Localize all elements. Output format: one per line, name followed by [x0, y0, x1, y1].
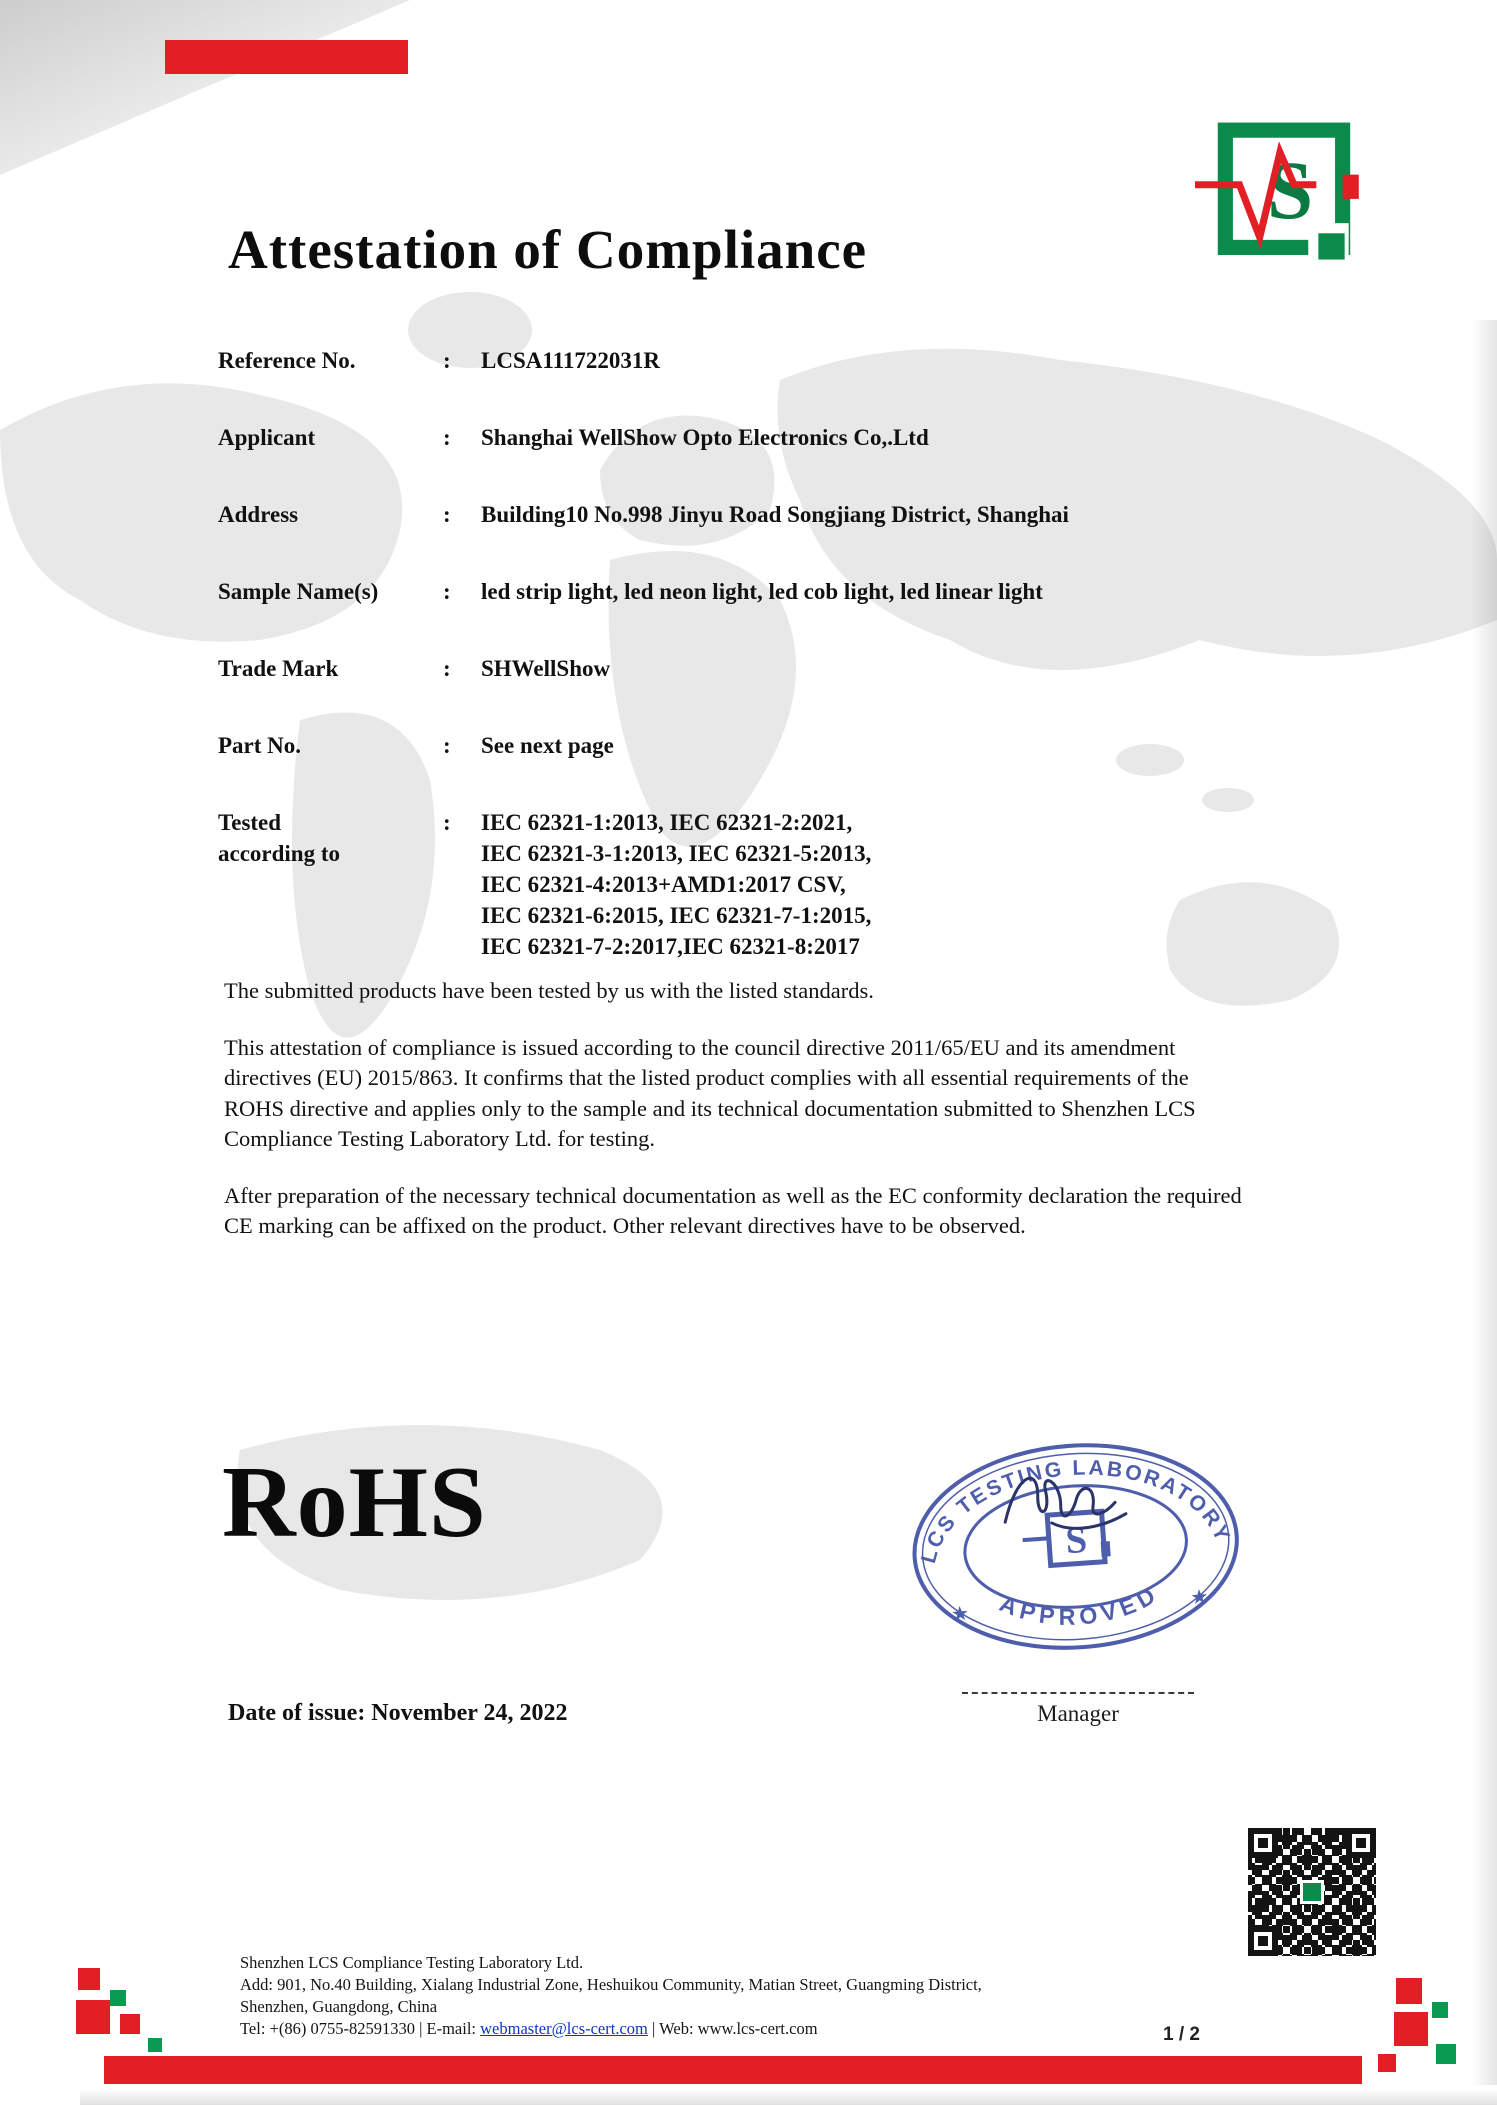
- footer: [240, 1952, 1170, 2040]
- stamp-center-letter: S: [1064, 1518, 1089, 1563]
- corner-square: [148, 2038, 162, 2052]
- tested-standard-line: IEC 62321-7-2:2017,IEC 62321-8:2017: [481, 934, 860, 959]
- signature-block: [962, 1692, 1194, 1727]
- field-value: Building10 No.998 Jinyu Road Songjiang District, Shanghai: [481, 502, 1069, 527]
- statement-paragraph-1: The submitted products have been tested by us with the listed standards.: [224, 978, 874, 1003]
- field-row-sample-names: [218, 576, 1288, 607]
- field-row-reference-no: [218, 345, 1288, 376]
- stamp-arc-top-text: LCS TESTING LABORATORY: [916, 1456, 1235, 1566]
- corner-square: [110, 1990, 126, 2006]
- field-value: led strip light, led neon light, led cob light, led linear light: [481, 579, 1043, 604]
- field-value: Shanghai WellShow Opto Electronics Co,.Ltd: [481, 425, 929, 450]
- approval-stamp: [894, 1408, 1258, 1680]
- field-value: [481, 807, 1288, 962]
- field-value: SHWellShow: [481, 656, 611, 681]
- footer-contact-prefix: Tel: +(86) 0755-82591330 | E-mail:: [240, 2019, 481, 2038]
- corner-square: [1394, 2012, 1428, 2046]
- signatory-role: Manager: [1037, 1701, 1119, 1726]
- page-edge-shadow-right: [1471, 320, 1497, 2085]
- page-edge-shadow-bottom: [80, 2089, 1497, 2105]
- field-row-address: [218, 499, 1288, 530]
- field-row-trade-mark: [218, 653, 1288, 684]
- footer-contact-suffix: | Web: www.lcs-cert.com: [647, 2019, 818, 2038]
- qr-finder-bottom-left: [1248, 1926, 1278, 1956]
- field-label: Part No.: [218, 733, 302, 758]
- qr-finder-top-left: [1248, 1828, 1278, 1858]
- lcs-logo-red-square: [1343, 175, 1359, 199]
- lcs-logo: [1195, 122, 1377, 294]
- corner-square: [1396, 1978, 1422, 2004]
- signature-line: [962, 1692, 1194, 1694]
- corner-square: [76, 2000, 110, 2034]
- stamp-center-logo: [1021, 1511, 1111, 1567]
- rohs-mark: RoHS: [222, 1446, 487, 1559]
- stamp-star-right: ★: [1189, 1585, 1210, 1610]
- corner-square: [1436, 2044, 1456, 2064]
- field-colon: :: [443, 810, 451, 835]
- page-number: 1 / 2: [1163, 2024, 1200, 2045]
- corner-square: [1378, 2054, 1396, 2072]
- statement-paragraph-2: This attestation of compliance is issued according to the council directive 2011/65/EU and its amendment directives (EU) 2015/863. It confirms that the listed product complies with all essential requirements of the ROHS directive and applies only to the sample and its technical documentation submitted to Shenzhen LCS Compliance Testing Laboratory Ltd. for testing.: [224, 1034, 1196, 1151]
- field-row-part-no: [218, 730, 1288, 761]
- statement-paragraph-3: After preparation of the necessary technical documentation as well as the EC conformity declaration the required CE marking can be affixed on the product. Other relevant directives have to be observed.: [224, 1182, 1242, 1238]
- footer-address-line2: Shenzhen, Guangdong, China: [240, 1997, 438, 2016]
- tested-standard-line: IEC 62321-3-1:2013, IEC 62321-5:2013,: [481, 841, 872, 866]
- stamp-arc-bottom-text: APPROVED: [996, 1579, 1164, 1630]
- date-of-issue: Date of issue: November 24, 2022: [228, 1700, 568, 1726]
- field-value: LCSA111722031R: [481, 348, 660, 373]
- field-row-applicant: [218, 422, 1288, 453]
- field-label: Applicant: [218, 425, 316, 450]
- field-colon: :: [443, 733, 451, 758]
- corner-square: [78, 1968, 100, 1990]
- field-label: Sample Name(s): [218, 579, 379, 604]
- lcs-logo-corner-square: [1318, 233, 1344, 259]
- certificate-body: [218, 345, 1288, 1242]
- tested-standard-line: IEC 62321-4:2013+AMD1:2017 CSV,: [481, 872, 846, 897]
- field-colon: :: [443, 425, 451, 450]
- field-label: Reference No.: [218, 348, 356, 373]
- footer-email-link[interactable]: webmaster@lcs-cert.com: [480, 2019, 648, 2038]
- field-colon: :: [443, 502, 451, 527]
- stamp-star-left: ★: [950, 1602, 970, 1626]
- footer-address-line1: Add: 901, No.40 Building, Xialang Industrial Zone, Heshuikou Community, Matian Street, Guangming District,: [240, 1975, 982, 1994]
- corner-square: [120, 2014, 140, 2034]
- top-accent-bar: [165, 40, 408, 74]
- corner-square: [1432, 2002, 1448, 2018]
- qr-finder-top-right: [1346, 1828, 1376, 1858]
- field-label: Address: [218, 502, 299, 527]
- qr-code: [1248, 1828, 1376, 1956]
- lcs-logo-letter: S: [1266, 144, 1314, 237]
- tested-standard-line: IEC 62321-1:2013, IEC 62321-2:2021,: [481, 810, 853, 835]
- footer-company: Shenzhen LCS Compliance Testing Laboratory Ltd.: [240, 1953, 584, 1972]
- field-value: See next page: [481, 733, 614, 758]
- field-colon: :: [443, 656, 451, 681]
- field-label: Tested according to: [218, 810, 341, 866]
- field-colon: :: [443, 579, 451, 604]
- svg-text:APPROVED: [994, 1579, 1165, 1636]
- field-colon: :: [443, 348, 451, 373]
- footer-contact: [240, 2018, 1170, 2040]
- field-row-tested-according-to: [218, 807, 1288, 962]
- bottom-accent-bar: [104, 2056, 1362, 2084]
- document-title: Attestation of Compliance: [228, 219, 868, 280]
- field-label: Trade Mark: [218, 656, 339, 681]
- tested-standard-line: IEC 62321-6:2015, IEC 62321-7-1:2015,: [481, 903, 872, 928]
- qr-center-logo: [1300, 1880, 1324, 1904]
